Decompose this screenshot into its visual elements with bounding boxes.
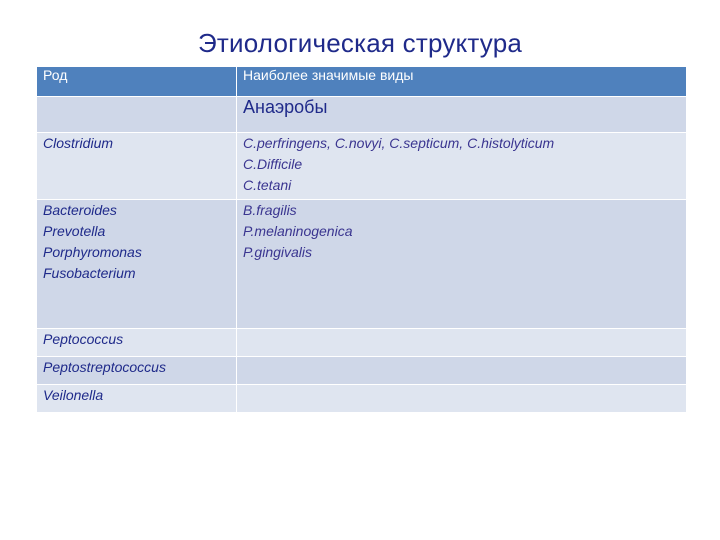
genus-name: Veilonella [43, 387, 104, 403]
genus-cell [37, 133, 237, 200]
genus-cell [37, 329, 237, 357]
genus-cell [37, 357, 237, 385]
header-genus: Род [37, 67, 237, 97]
species-name: C.perfringens, C.novyi, C.septicum, C.histolyticum [243, 135, 555, 151]
section-label: Анаэробы [237, 97, 687, 133]
slide-title: Этиологическая структура [197, 28, 523, 58]
genus-name: Prevotella [43, 223, 106, 239]
table-row [37, 200, 687, 329]
species-cell [237, 385, 687, 413]
genus-cell [37, 385, 237, 413]
species-cell [237, 133, 687, 200]
genus-name: Peptococcus [43, 331, 124, 347]
genus-name: Peptostreptococcus [43, 359, 166, 375]
species-cell [237, 200, 687, 329]
table-header-row [37, 67, 687, 97]
table-row [37, 385, 687, 413]
table-row [37, 357, 687, 385]
species-name: P.melaninogenica [243, 223, 353, 239]
table-row [37, 329, 687, 357]
section-row-anaerobes [37, 97, 687, 133]
species-name: C.tetani [243, 177, 292, 193]
species-name: C.Difficile [243, 156, 303, 172]
header-species: Наиболее значимые виды [237, 67, 687, 97]
section-empty-cell [37, 97, 237, 133]
genus-cell [37, 200, 237, 329]
species-cell [237, 329, 687, 357]
species-name: P.gingivalis [243, 244, 313, 260]
genus-name: Fusobacterium [43, 265, 136, 281]
species-name: B.fragilis [243, 202, 297, 218]
genus-name: Clostridium [43, 135, 114, 151]
species-cell [237, 357, 687, 385]
table-row [37, 133, 687, 200]
etiology-table [36, 66, 687, 413]
genus-name: Bacteroides [43, 202, 117, 218]
genus-name: Porphyromonas [43, 244, 142, 260]
